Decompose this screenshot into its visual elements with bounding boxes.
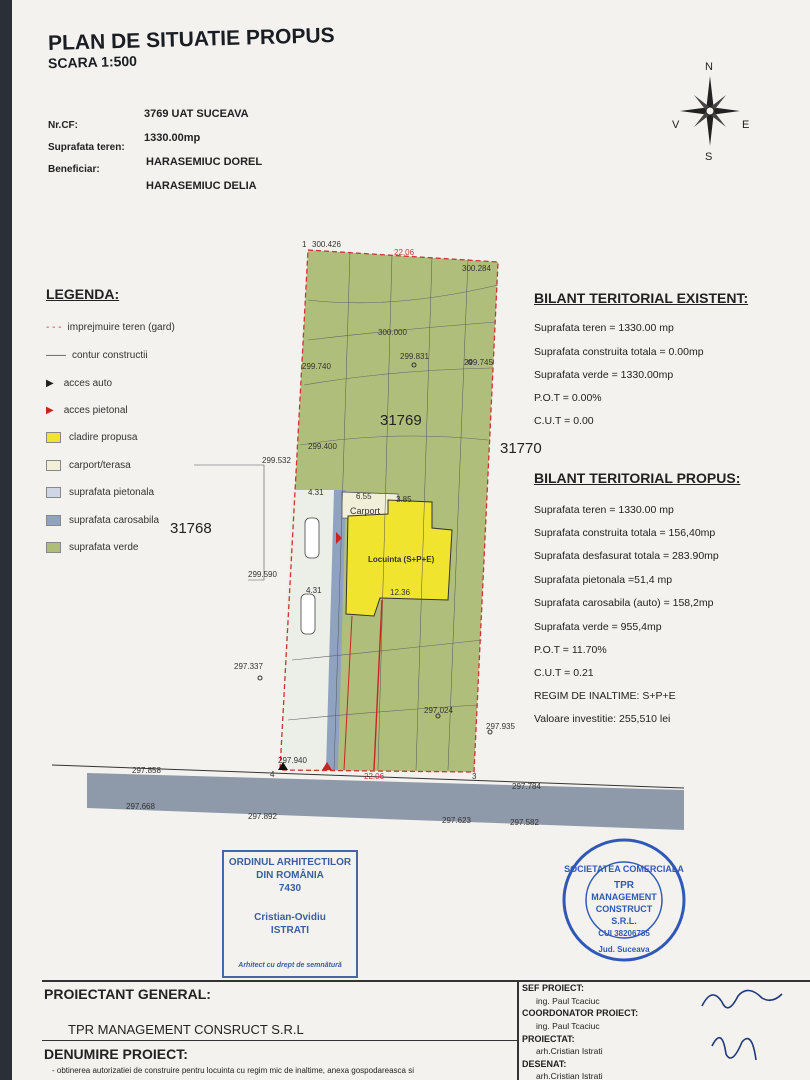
dim-top: 22.06 (394, 248, 415, 257)
compass-v: V (672, 119, 680, 131)
compass-s: S (705, 151, 713, 163)
elev-label-b: 300.284 (462, 264, 491, 273)
drawing-sheet (12, 0, 810, 1080)
coordonator-label: COORDONATOR PROIECT: (522, 1008, 639, 1018)
proiectat-label: PROIECTAT: (522, 1034, 575, 1044)
beneficiar-2: HARASEMIUC DELIA (146, 180, 257, 192)
dim-carport-left: 4.31 (308, 488, 324, 497)
denumire-text: - obtinerea autorizatiei de construire pentru locuinta cu regim mic de inaltime, anexa gospodareasca si (52, 1066, 414, 1075)
svg-text:Jud. Suceava: Jud. Suceava (598, 945, 650, 954)
bilant-propus-row: Suprafata carosabila (auto) = 158,2mp (534, 597, 714, 609)
dim-building: 12.36 (390, 588, 411, 597)
elev-label-r: 297.623 (442, 816, 471, 825)
elev-label-i: 299.590 (248, 570, 277, 579)
elev-label-o: 297.784 (512, 782, 541, 791)
coordonator-name: ing. Paul Tcaciuc (536, 1021, 600, 1031)
elev-label-f: 299.745 (464, 358, 493, 367)
compass-n: N (705, 61, 713, 73)
bilant-existent-row: Suprafata construita totala = 0.00mp (534, 346, 704, 358)
elev-label-d: 299.831 (400, 352, 429, 361)
bilant-propus-title: BILANT TERITORIAL PROPUS: (534, 470, 741, 486)
architect-stamp: ORDINUL ARHITECTILOR DIN ROMÂNIA 7430 Cristian-Ovidiu ISTRATI Arhitect cu drept de semnătură (222, 850, 358, 978)
bilant-propus-row: REGIM DE INALTIME: S+P+E (534, 690, 676, 702)
elev-label-a: 300.426 (312, 240, 341, 249)
bilant-propus-row: Suprafata pietonala =51,4 mp (534, 574, 673, 586)
nrcf-label: Nr.CF: (48, 120, 78, 131)
svg-text:S.R.L.: S.R.L. (611, 916, 637, 926)
legend-title: LEGENDA: (46, 286, 120, 302)
proiectant-name: TPR MANAGEMENT CONSRUCT S.R.L (68, 1022, 304, 1037)
bilant-existent-row: Suprafata verde = 1330.00mp (534, 369, 674, 381)
road-area (87, 773, 684, 830)
legend-green: suprafata verde (46, 542, 139, 553)
bilant-existent-row: P.O.T = 0.00% (534, 392, 602, 404)
svg-text:MANAGEMENT: MANAGEMENT (591, 892, 657, 902)
elev-label-g: 299.400 (308, 442, 337, 451)
bilant-propus-row: Suprafata desfasurat totala = 283.90mp (534, 550, 719, 562)
elev-label-n: 297.858 (132, 766, 161, 775)
plot-west: 31768 (170, 520, 212, 537)
legend-fence: - - - imprejmuire teren (gard) (46, 322, 175, 333)
bilant-propus-row: Suprafata verde = 955,4mp (534, 621, 662, 633)
building-label: Locuinta (S+P+E) (368, 555, 435, 564)
elev-label-p: 297.668 (126, 802, 155, 811)
proiectant-label: PROIECTANT GENERAL: (44, 986, 211, 1002)
svg-text:CONSTRUCT: CONSTRUCT (595, 904, 653, 914)
company-seal-icon (560, 836, 690, 966)
dim-strip: 4.31 (306, 586, 322, 595)
dim-bottom: 22.06 (364, 772, 385, 781)
dim-carport-mid: 6.55 (356, 492, 372, 501)
suprafata-label: Suprafata teren: (48, 142, 125, 153)
corner-label-4: 4 (270, 770, 275, 779)
corner-label-1: 1 (302, 240, 307, 249)
bilant-existent-row: C.U.T = 0.00 (534, 415, 594, 427)
elev-label-h: 299.532 (262, 456, 291, 465)
corner-label-3: 3 (472, 772, 477, 781)
elev-label-c: 300.000 (378, 328, 407, 337)
elev-label-q: 297.892 (248, 812, 277, 821)
svg-text:SOCIETATEA COMERCIALA: SOCIETATEA COMERCIALA (564, 864, 684, 874)
legend-road: suprafata carosabila (46, 515, 159, 526)
bilant-propus-row: P.O.T = 11.70% (534, 644, 607, 656)
bilant-propus-row: C.U.T = 0.21 (534, 667, 594, 679)
desenat-name: arh.Cristian Istrati (536, 1071, 603, 1080)
sef-proiect-label: SEF PROIECT: (522, 983, 585, 993)
elev-label-j: 297.337 (234, 662, 263, 671)
elev-label-m: 297.940 (278, 756, 307, 765)
plot-number: 31769 (380, 412, 422, 429)
bilant-propus-row: Suprafata construita totala = 156,40mp (534, 527, 716, 539)
scale-label: SCARA 1:500 (47, 52, 138, 72)
legend-outline: —— contur constructii (46, 350, 148, 361)
plot-east: 31770 (500, 440, 542, 457)
suprafata-value: 1330.00mp (144, 132, 201, 144)
bilant-propus-row: Valoare investitie: 255,510 lei (534, 713, 671, 725)
carport-label: Carport (350, 506, 381, 516)
beneficiar-1: HARASEMIUC DOREL (146, 156, 263, 168)
signature-icon (682, 976, 792, 1080)
site-plan (12, 0, 810, 1080)
legend-car-access: ▶ acces auto (46, 378, 113, 389)
dim-carport-right: 3.85 (396, 495, 412, 504)
beneficiar-label: Beneficiar: (48, 164, 100, 175)
bilant-existent-row: Suprafata teren = 1330.00 mp (534, 322, 674, 334)
svg-text:TPR: TPR (614, 880, 634, 891)
proiectat-name: arh.Cristian Istrati (536, 1046, 603, 1056)
nrcf-value: 3769 UAT SUCEAVA (144, 108, 249, 120)
sef-proiect-name: ing. Paul Tcaciuc (536, 996, 600, 1006)
elev-label-k: 297.024 (424, 706, 453, 715)
bilant-existent-title: BILANT TERITORIAL EXISTENT: (534, 290, 749, 306)
elev-label-e: 299.740 (302, 362, 331, 371)
compass-e: E (742, 119, 750, 131)
denumire-label: DENUMIRE PROIECT: (44, 1046, 188, 1062)
bilant-propus-row: Suprafata teren = 1330.00 mp (534, 504, 674, 516)
legend-pedestrian: suprafata pietonala (46, 487, 154, 498)
legend-carport: carport/terasa (46, 460, 131, 471)
legend-ped-access: ▶ acces pietonal (46, 405, 128, 416)
desenat-label: DESENAT: (522, 1059, 567, 1069)
page-title: PLAN DE SITUATIE PROPUS (47, 24, 335, 55)
legend-building: cladire propusa (46, 432, 137, 443)
elev-label-l: 297.935 (486, 722, 515, 731)
svg-text:CUI 38206785: CUI 38206785 (598, 929, 650, 938)
elev-label-s: 297.582 (510, 818, 539, 827)
